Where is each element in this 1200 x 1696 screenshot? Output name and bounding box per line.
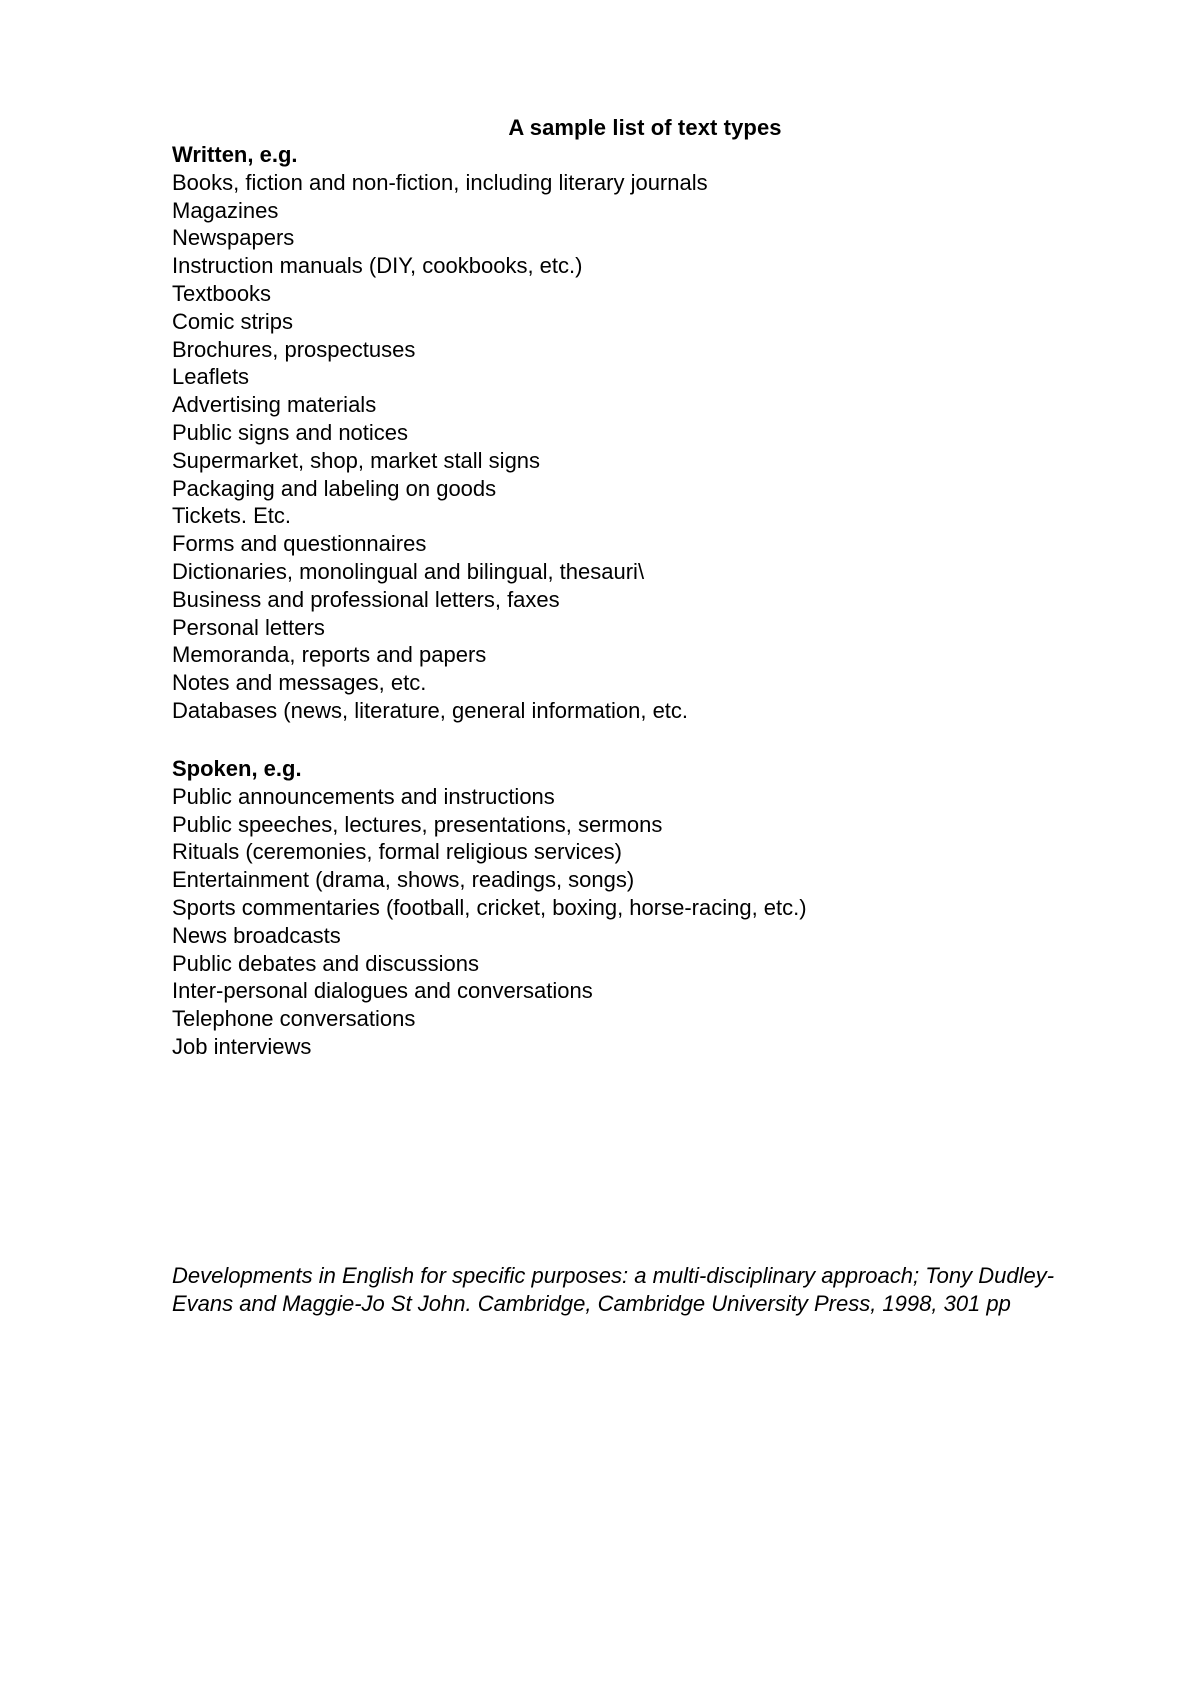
written-item-notes: Notes and messages, etc.: [172, 670, 427, 696]
spoken-section: [172, 755, 1152, 1061]
written-item-business-letters: Business and professional letters, faxes: [172, 586, 560, 612]
spoken-item-job-interviews: Job interviews: [172, 1033, 312, 1059]
citation: Developments in English for specific purposes: a multi-disciplinary approach; Tony Dudley-Evans and Maggie-Jo St John. Cambridge, Cambridge University Press, 1998, 301 pp: [172, 1263, 1055, 1316]
written-item-packaging: Packaging and labeling on goods: [172, 475, 497, 501]
written-item-comic-strips: Comic strips: [172, 308, 294, 334]
written-item-dictionaries: Dictionaries, monolingual and bilingual, thesauri\: [172, 558, 645, 584]
written-item-newspapers: Newspapers: [172, 225, 295, 251]
spoken-item-debates: Public debates and discussions: [172, 950, 479, 976]
written-item-forms: Forms and questionnaires: [172, 531, 427, 557]
written-item-public-signs: Public signs and notices: [172, 419, 409, 445]
written-item-tickets: Tickets. Etc.: [172, 503, 291, 529]
spoken-item-rituals: Rituals (ceremonies, formal religious services): [172, 839, 622, 865]
spoken-item-news-broadcasts: News broadcasts: [172, 922, 341, 948]
written-item-leaflets: Leaflets: [172, 364, 250, 390]
written-item-shop-signs: Supermarket, shop, market stall signs: [172, 447, 541, 473]
written-item-advertising: Advertising materials: [172, 392, 377, 418]
written-item-instruction-manuals: Instruction manuals (DIY, cookbooks, etc.): [172, 253, 583, 279]
written-item-brochures: Brochures, prospectuses: [172, 336, 416, 362]
written-item-books: Books, fiction and non-fiction, including literary journals: [172, 169, 708, 195]
written-item-textbooks: Textbooks: [172, 280, 272, 306]
written-heading: Written, e.g.: [172, 142, 298, 167]
spoken-heading: Spoken, e.g.: [172, 756, 302, 781]
spoken-item-dialogues: Inter-personal dialogues and conversations: [172, 978, 593, 1004]
written-list: [172, 169, 1152, 725]
spoken-item-speeches: Public speeches, lectures, presentations, sermons: [172, 811, 663, 837]
spoken-item-telephone: Telephone conversations: [172, 1006, 416, 1032]
written-section: [172, 141, 1152, 725]
written-item-memoranda: Memoranda, reports and papers: [172, 642, 487, 668]
page-title: A sample list of text types: [508, 115, 782, 140]
spoken-item-sports-commentaries: Sports commentaries (football, cricket, boxing, horse-racing, etc.): [172, 894, 807, 920]
written-item-magazines: Magazines: [172, 197, 279, 223]
written-item-personal-letters: Personal letters: [172, 614, 325, 640]
spoken-item-announcements: Public announcements and instructions: [172, 783, 555, 809]
written-item-databases: Databases (news, literature, general information, etc.: [172, 697, 689, 723]
spoken-item-entertainment: Entertainment (drama, shows, readings, songs): [172, 867, 635, 893]
spoken-list: [172, 783, 1152, 1061]
